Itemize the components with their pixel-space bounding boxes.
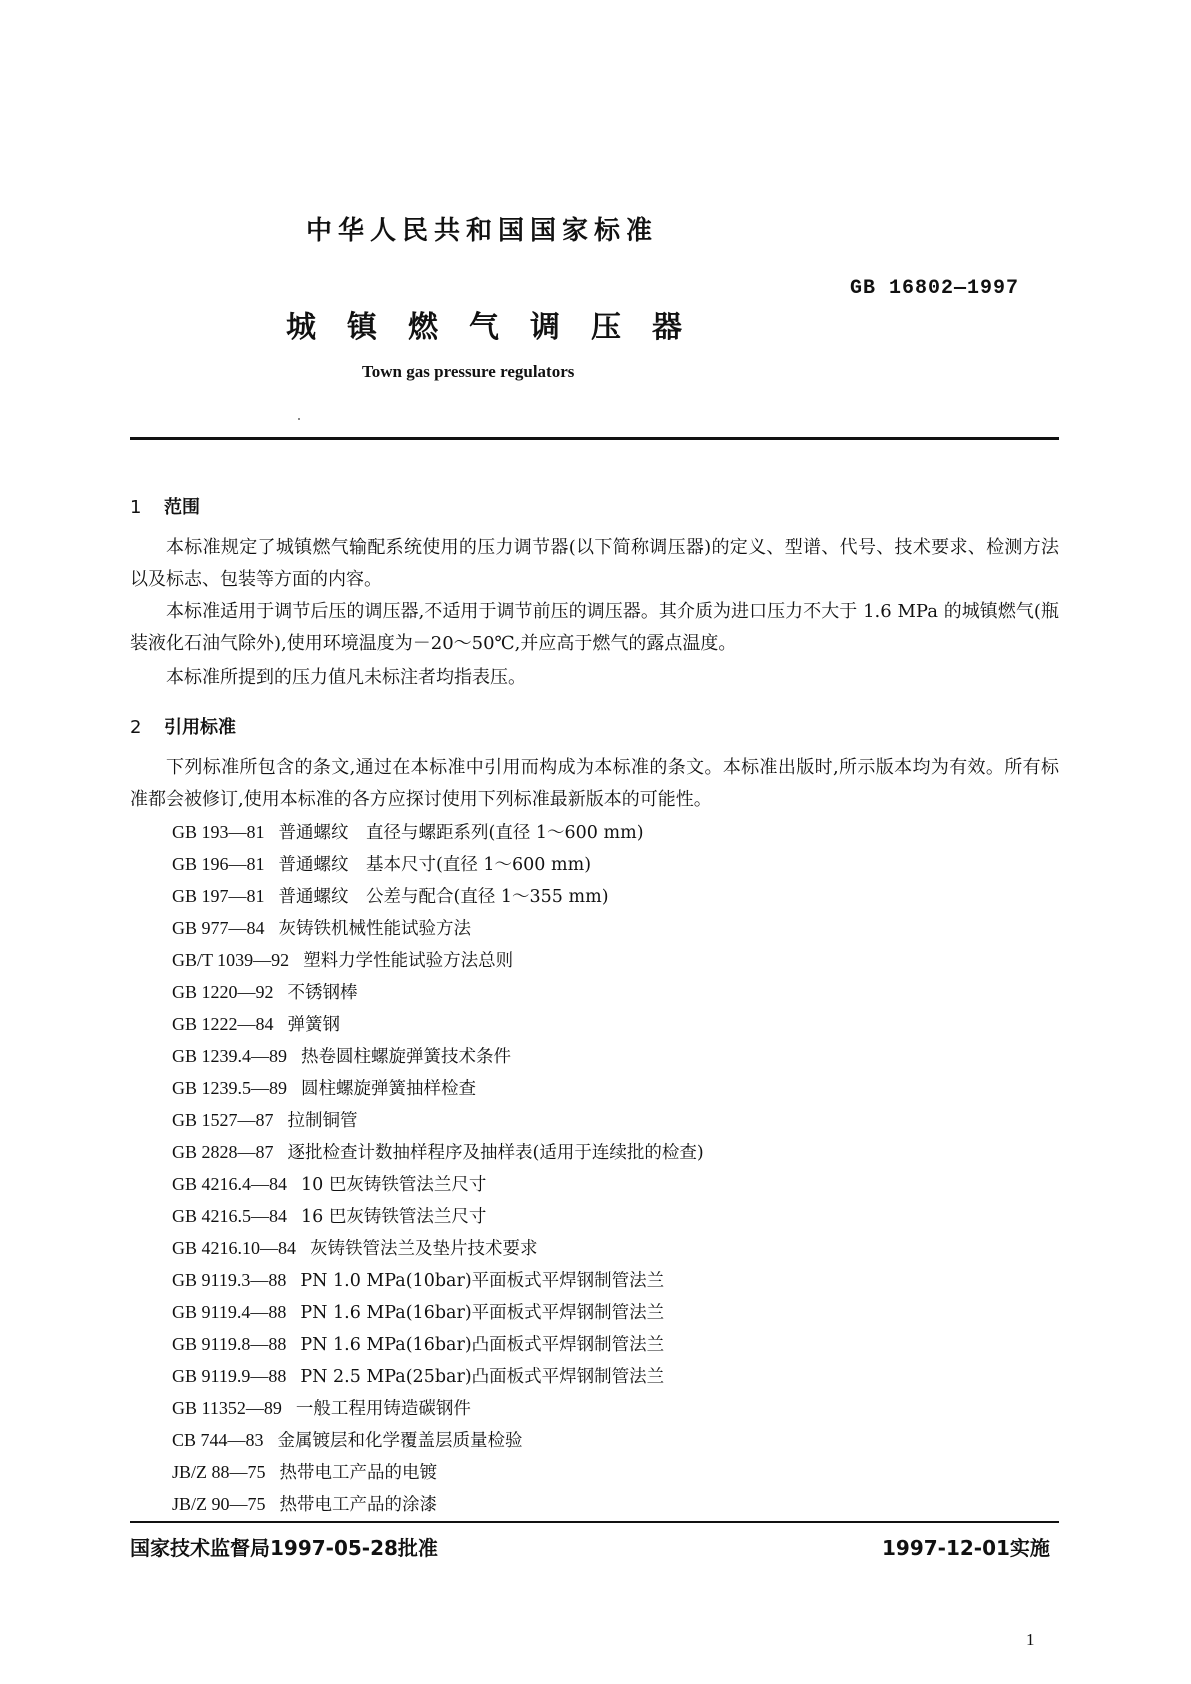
- header-divider: [130, 437, 1059, 440]
- reference-title: 普通螺纹 公差与配合(直径 1～355 mm): [278, 887, 609, 907]
- reference-item: [172, 1168, 704, 1200]
- reference-title: 一般工程用铸造碳钢件: [295, 1399, 471, 1419]
- scope-paragraph: 本标准规定了城镇燃气输配系统使用的压力调节器(以下简称调压器)的定义、型谱、代号、技术要求、检测方法以及标志、包装等方面的内容。: [130, 537, 1059, 590]
- reference-title: 塑料力学性能试验方法总则: [303, 951, 514, 971]
- reference-title: 普通螺纹 直径与螺距系列(直径 1～600 mm): [278, 823, 644, 843]
- reference-title: 不锈钢棒: [287, 983, 358, 1003]
- reference-item: [172, 1296, 704, 1328]
- reference-title: 热带电工产品的电镀: [279, 1463, 438, 1483]
- approval-statement: 国家技术监督局1997-05-28批准: [130, 1536, 438, 1560]
- reference-item: [172, 1104, 704, 1136]
- reference-title: 普通螺纹 基本尺寸(直径 1～600 mm): [278, 855, 592, 875]
- reference-item: [172, 912, 704, 944]
- reference-item: [172, 816, 704, 848]
- reference-item: [172, 1200, 704, 1232]
- reference-code: GB 1222—84: [172, 1014, 274, 1034]
- reference-item: [172, 1328, 704, 1360]
- reference-code: GB 9119.9—88: [172, 1366, 287, 1386]
- reference-code: GB 2828—87: [172, 1142, 274, 1162]
- document-title: 城镇燃气调压器: [286, 310, 713, 345]
- reference-title: 逐批检查计数抽样程序及抽样表(适用于连续批的检查): [287, 1143, 704, 1163]
- references-intro-paragraph: 下列标准所包含的条文,通过在本标准中引用而构成为本标准的条文。本标准出版时,所示版本均为有效。所有标准都会被修订,使用本标准的各方应探讨使用下列标准最新版本的可能性。: [130, 757, 1059, 810]
- reference-code: GB 9119.8—88: [172, 1334, 287, 1354]
- reference-title: 16 巴灰铸铁管法兰尺寸: [301, 1207, 487, 1227]
- reference-code: GB 11352—89: [172, 1398, 282, 1418]
- reference-item: [172, 1040, 704, 1072]
- reference-item: [172, 1136, 704, 1168]
- scope-paragraph: 本标准适用于调节后压的调压器,不适用于调节前压的调压器。其介质为进口压力不大于 1.6 MPa 的城镇燃气(瓶装液化石油气除外),使用环境温度为－20～50℃,并应高于燃气的露点温度。: [130, 601, 1059, 654]
- scan-speck: [298, 418, 300, 420]
- reference-item: [172, 976, 704, 1008]
- reference-code: GB 9119.3—88: [172, 1270, 287, 1290]
- reference-code: GB 4216.5—84: [172, 1206, 288, 1226]
- standard-number: GB 16802—1997: [850, 277, 1020, 300]
- reference-title: 热卷圆柱螺旋弹簧技术条件: [301, 1047, 512, 1067]
- reference-title: PN 1.0 MPa(10bar)平面板式平焊钢制管法兰: [300, 1271, 665, 1291]
- reference-code: CB 744—83: [172, 1430, 264, 1450]
- reference-title: 拉制铜管: [287, 1111, 358, 1131]
- reference-item: [172, 944, 704, 976]
- reference-item: [172, 1488, 704, 1520]
- reference-code: GB 1220—92: [172, 982, 274, 1002]
- reference-title: 10 巴灰铸铁管法兰尺寸: [301, 1175, 487, 1195]
- reference-title: 金属镀层和化学覆盖层质量检验: [277, 1431, 523, 1451]
- reference-code: GB 1239.4—89: [172, 1046, 288, 1066]
- section-number: 2: [130, 717, 142, 738]
- reference-title: 灰铸铁机械性能试验方法: [278, 919, 472, 939]
- reference-item: [172, 848, 704, 880]
- reference-item: [172, 1456, 704, 1488]
- reference-code: GB 193—81: [172, 822, 265, 842]
- reference-item: [172, 1072, 704, 1104]
- reference-item: [172, 1392, 704, 1424]
- effective-date: 1997-12-01实施: [882, 1536, 1050, 1560]
- reference-title: 弹簧钢: [287, 1015, 341, 1035]
- reference-title: 热带电工产品的涂漆: [279, 1495, 438, 1515]
- reference-item: [172, 1360, 704, 1392]
- reference-title: 圆柱螺旋弹簧抽样检查: [301, 1079, 477, 1099]
- document-title-english: Town gas pressure regulators: [362, 362, 575, 381]
- reference-title: PN 1.6 MPa(16bar)平面板式平焊钢制管法兰: [300, 1303, 665, 1323]
- reference-item: [172, 880, 704, 912]
- reference-item: [172, 1008, 704, 1040]
- reference-item: [172, 1264, 704, 1296]
- section-2-heading: [130, 713, 236, 739]
- scope-paragraph: 本标准所提到的压力值凡未标注者均指表压。: [166, 667, 526, 688]
- reference-code: GB 4216.10—84: [172, 1238, 297, 1258]
- reference-item: [172, 1232, 704, 1264]
- reference-code: GB 196—81: [172, 854, 265, 874]
- reference-code: JB/Z 90—75: [172, 1494, 266, 1514]
- reference-title: PN 1.6 MPa(16bar)凸面板式平焊钢制管法兰: [300, 1335, 665, 1355]
- section-number: 1: [130, 497, 142, 518]
- reference-code: GB 1239.5—89: [172, 1078, 288, 1098]
- reference-code: GB/T 1039—92: [172, 950, 290, 970]
- reference-list: [172, 816, 704, 1520]
- footer-divider: [130, 1521, 1059, 1523]
- reference-code: GB 4216.4—84: [172, 1174, 288, 1194]
- reference-title: 灰铸铁管法兰及垫片技术要求: [310, 1239, 538, 1259]
- section-1-heading: [130, 493, 200, 519]
- reference-code: JB/Z 88—75: [172, 1462, 266, 1482]
- reference-title: PN 2.5 MPa(25bar)凸面板式平焊钢制管法兰: [300, 1367, 665, 1387]
- reference-code: GB 1527—87: [172, 1110, 274, 1130]
- reference-code: GB 197—81: [172, 886, 265, 906]
- reference-code: GB 9119.4—88: [172, 1302, 287, 1322]
- section-title: 引用标准: [164, 717, 236, 738]
- standard-category-heading: 中华人民共和国国家标准: [306, 216, 659, 246]
- page-number: 1: [1026, 1630, 1035, 1649]
- reference-code: GB 977—84: [172, 918, 265, 938]
- section-title: 范围: [164, 497, 200, 518]
- reference-item: [172, 1424, 704, 1456]
